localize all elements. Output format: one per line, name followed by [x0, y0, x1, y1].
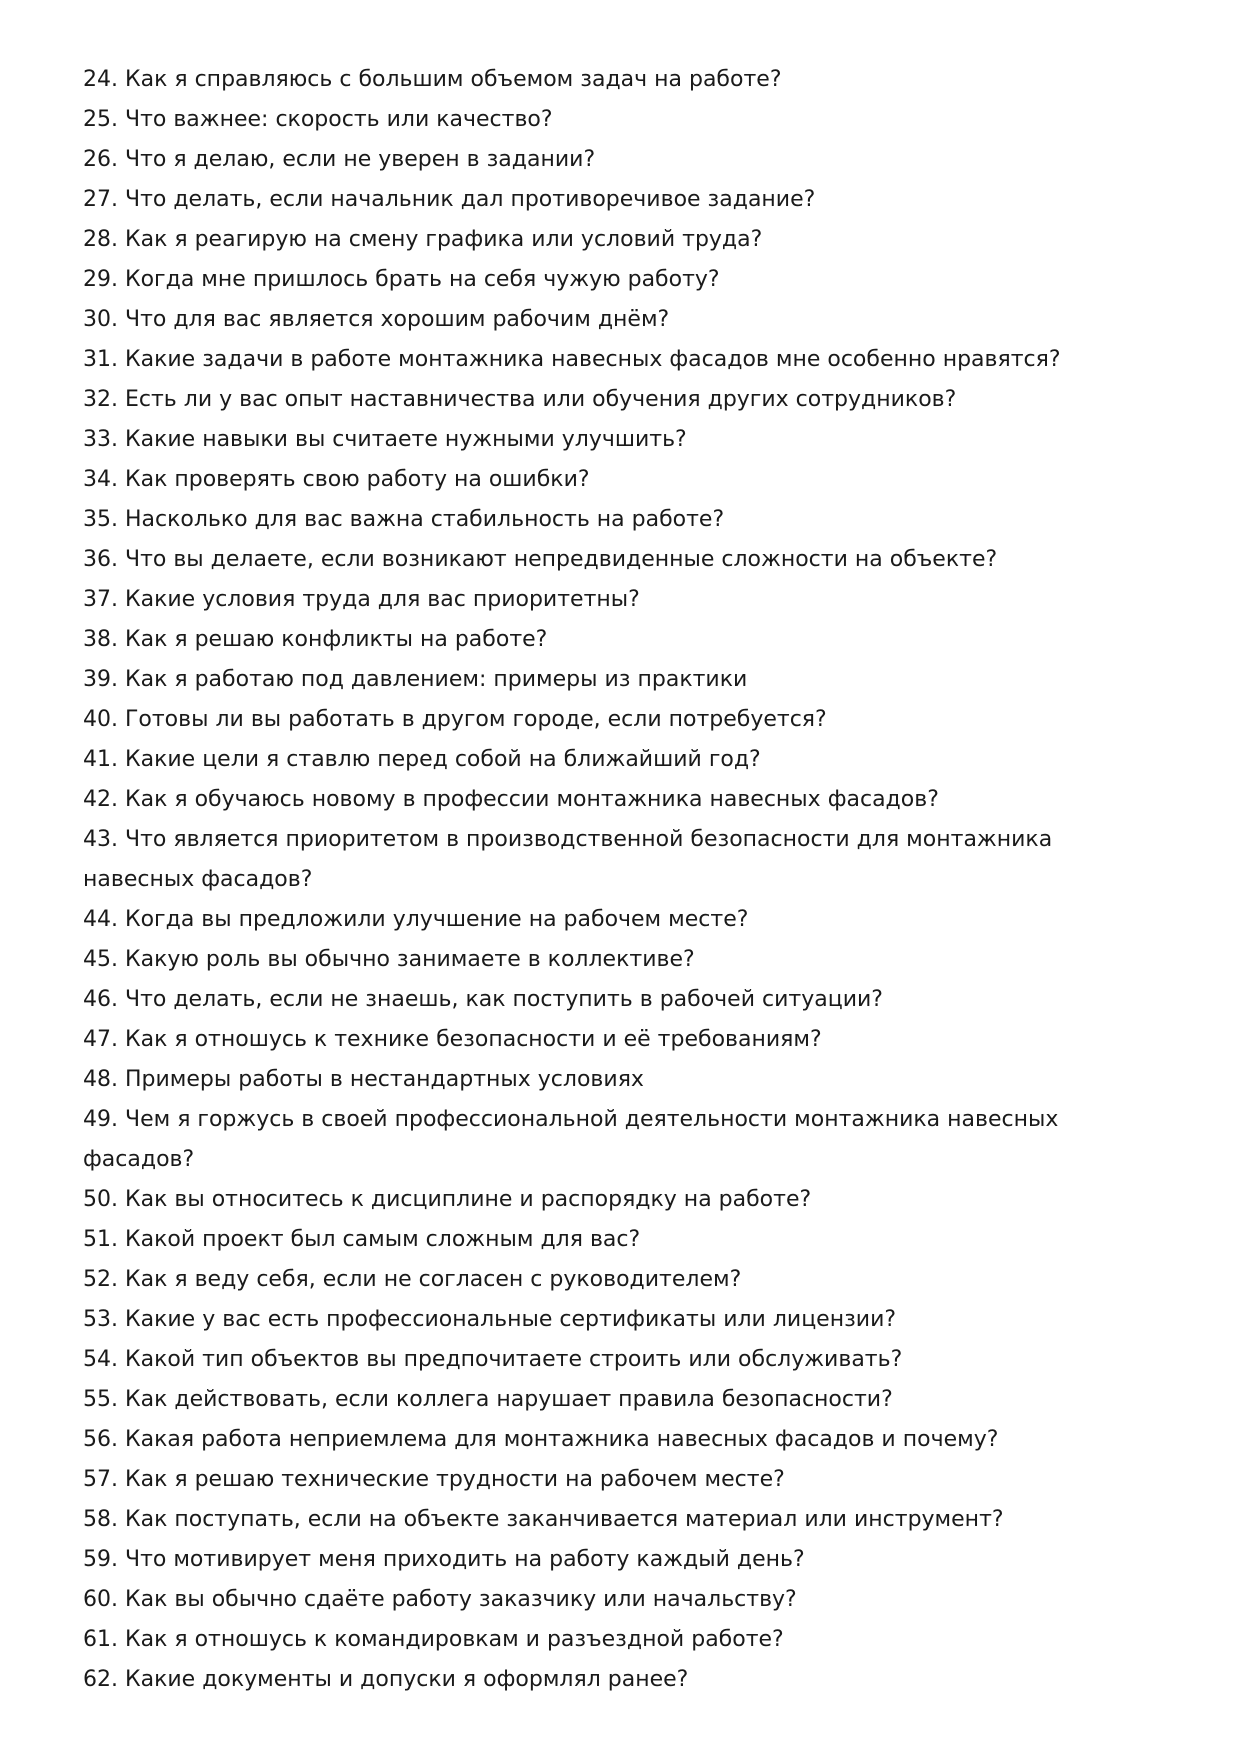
- question-30: 30. Что для вас является хорошим рабочим днём?: [83, 307, 670, 332]
- question-39: 39. Как я работаю под давлением: примеры из практики: [83, 667, 748, 692]
- question-56: 56. Какая работа неприемлема для монтажника навесных фасадов и почему?: [83, 1427, 999, 1452]
- question-43: 43. Что является приоритетом в производственной безопасности для монтажника навесных фасадов?: [83, 827, 1053, 892]
- question-40: 40. Готовы ли вы работать в другом городе, если потребуется?: [83, 707, 827, 732]
- question-37: 37. Какие условия труда для вас приоритетны?: [83, 587, 640, 612]
- question-60: 60. Как вы обычно сдаёте работу заказчику или начальству?: [83, 1587, 797, 1612]
- question-51: 51. Какой проект был самым сложным для вас?: [83, 1227, 641, 1252]
- question-54: 54. Какой тип объектов вы предпочитаете строить или обслуживать?: [83, 1347, 903, 1372]
- question-44: 44. Когда вы предложили улучшение на рабочем месте?: [83, 907, 749, 932]
- question-53: 53. Какие у вас есть профессиональные сертификаты или лицензии?: [83, 1307, 897, 1332]
- question-41: 41. Какие цели я ставлю перед собой на ближайший год?: [83, 747, 761, 772]
- question-45: 45. Какую роль вы обычно занимаете в коллективе?: [83, 947, 695, 972]
- question-58: 58. Как поступать, если на объекте заканчивается материал или инструмент?: [83, 1507, 1004, 1532]
- question-33: 33. Какие навыки вы считаете нужными улучшить?: [83, 427, 687, 452]
- question-57: 57. Как я решаю технические трудности на рабочем месте?: [83, 1467, 785, 1492]
- question-38: 38. Как я решаю конфликты на работе?: [83, 627, 548, 652]
- question-46: 46. Что делать, если не знаешь, как поступить в рабочей ситуации?: [83, 987, 883, 1012]
- question-29: 29. Когда мне пришлось брать на себя чужую работу?: [83, 267, 720, 292]
- question-list: [83, 60, 1173, 1700]
- question-25: 25. Что важнее: скорость или качество?: [83, 107, 553, 132]
- question-31: 31. Какие задачи в работе монтажника навесных фасадов мне особенно нравятся?: [83, 347, 1061, 372]
- question-55: 55. Как действовать, если коллега нарушает правила безопасности?: [83, 1387, 893, 1412]
- question-52: 52. Как я веду себя, если не согласен с руководителем?: [83, 1267, 742, 1292]
- question-49: 49. Чем я горжусь в своей профессиональной деятельности монтажника навесных фасадов?: [83, 1107, 1059, 1172]
- question-48: 48. Примеры работы в нестандартных условиях: [83, 1067, 644, 1092]
- question-27: 27. Что делать, если начальник дал противоречивое задание?: [83, 187, 816, 212]
- question-36: 36. Что вы делаете, если возникают непредвиденные сложности на объекте?: [83, 547, 998, 572]
- question-62: 62. Какие документы и допуски я оформлял ранее?: [83, 1667, 689, 1692]
- question-32: 32. Есть ли у вас опыт наставничества или обучения других сотрудников?: [83, 387, 957, 412]
- question-24: 24. Как я справляюсь с большим объемом задач на работе?: [83, 67, 782, 92]
- question-61: 61. Как я отношусь к командировкам и разъездной работе?: [83, 1627, 784, 1652]
- question-47: 47. Как я отношусь к технике безопасности и её требованиям?: [83, 1027, 822, 1052]
- question-26: 26. Что я делаю, если не уверен в задании?: [83, 147, 596, 172]
- question-34: 34. Как проверять свою работу на ошибки?: [83, 467, 590, 492]
- question-35: 35. Насколько для вас важна стабильность на работе?: [83, 507, 725, 532]
- question-28: 28. Как я реагирую на смену графика или условий труда?: [83, 227, 763, 252]
- question-50: 50. Как вы относитесь к дисциплине и распорядку на работе?: [83, 1187, 812, 1212]
- question-42: 42. Как я обучаюсь новому в профессии монтажника навесных фасадов?: [83, 787, 939, 812]
- question-59: 59. Что мотивирует меня приходить на работу каждый день?: [83, 1547, 805, 1572]
